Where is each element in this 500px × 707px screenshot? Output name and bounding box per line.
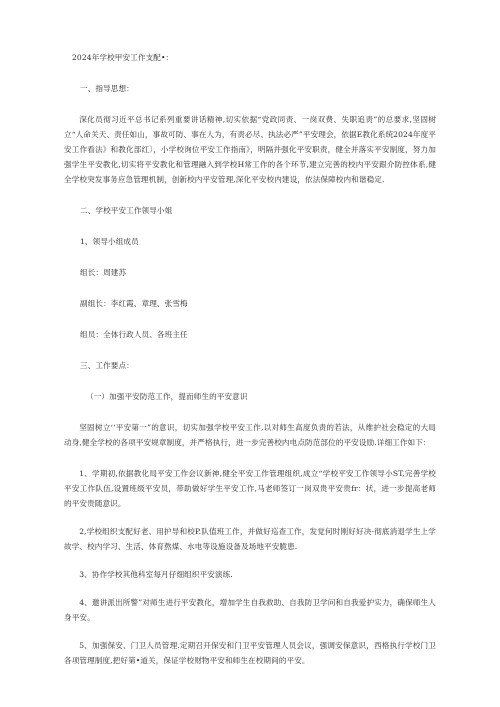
- group-members: 组员：全体行政人员、各班主任: [80, 330, 188, 339]
- paragraph-guiding-ideology: 深化员彻习近平总书记系列重要讲话精神,切实依据“党政同责、一岗双费、失职追责”的总要求,坚固树立“人命关天、责任如山，事故可防、事在人为，有责必尽、执法必严”平安理会，依据E教化系统2024年度平安工作看法》和教化部红〕，小学校询位平安工作指南》，明隔并强化平安职责，健全并落实平安制度，努力加强学生平安教化,切实将平安教化和管理融入到学校H常工作的各个环节,建立完善的校内平安跟介防控体系,健全学校突发事务应急管理机制，创新校内平安管理,深化平安校内建设，依法保障校内和谐稳定.: [64, 115, 436, 184]
- section-heading-guiding-ideology: 一、指导思想：: [80, 84, 134, 93]
- list-item-3: 3、协作学校其他科室每月仔细组织平安演练.: [79, 570, 233, 579]
- subheading-group-members: 1、领导小组成员: [80, 237, 139, 246]
- list-item-2: 2,学校组织支配好老、用护导和校P.队值班工作，并做好巡查工作，发觉何时刚好好决-彻底消退学生上学故学、校内学习、生活、体育熬煤、水电等设施设备及场地平安脆患.: [64, 527, 436, 551]
- document-body: [64, 50, 436, 668]
- document-title: 2024年学校甲安工作支配•：: [72, 53, 174, 62]
- group-leader: 组长：周建苏: [80, 268, 127, 277]
- section-heading-work-points: 三、工作要点：: [80, 361, 134, 370]
- deputy-leaders: 副组长：李红霞、章理、张雪梅: [80, 299, 188, 308]
- paragraph-safety-intro: 坚固树立‘‘平安第一”的意识，切实加强学校平安工作,以对师生高度负责的若法，从维护社会稳定的大局动身,健全学校的各项平安规章制度，并严格执行，进一步完善校内电点防范部位的平安设励.详细工作如下：: [64, 423, 436, 447]
- list-item-4: 4、邀讲派出所警”对师生进行平安教化，增加学生自我救助、自我防卫学问和自我爱护实力，确保师生人身平安。: [64, 598, 436, 622]
- list-item-5: 5、加强保安、门卫人员管理.定期召开保安和门卫平安管理人员会议，强调安保意识，西格执行学校门卫各项管理制度,把好第•道关，保证学校财物平安和师生在校期间的平安。: [64, 641, 436, 665]
- subheading-safety-prevention: （一）加强平安防范工作，提而师生的平安意识: [86, 392, 248, 401]
- list-item-1: 1、学期初,依据教化局平安工作会议新神,健全平安工作管理组织,成立“学校平安工作领导小ST,完善学校平安工作队伍,设置班级平安员，带助做好学生平安工作,马老师签订一岗双贵平安贵fr：状，进一步提高老师的平安贵随意识。: [64, 469, 436, 508]
- section-heading-leadership-group: 二、学校平安工作领导小姐: [80, 206, 173, 215]
